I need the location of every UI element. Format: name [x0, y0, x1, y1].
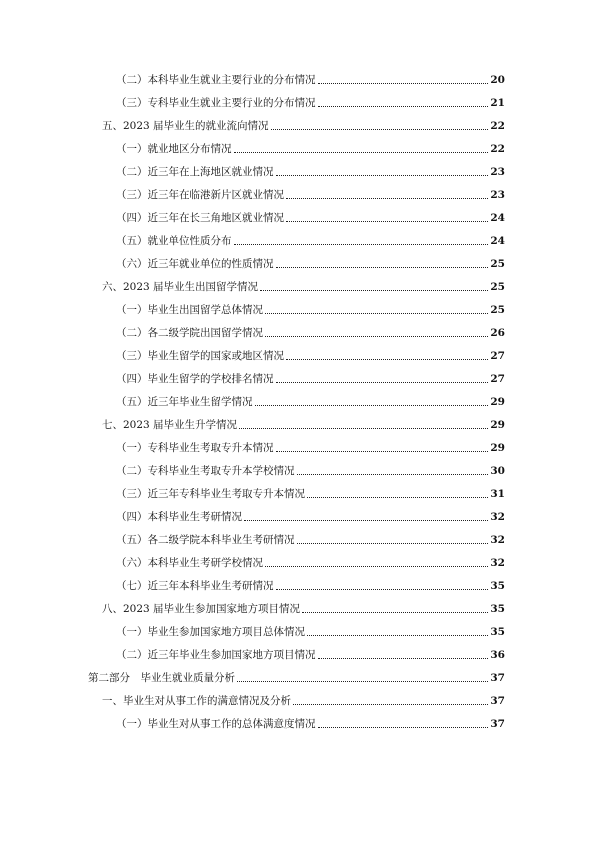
dot-leader: [244, 520, 488, 521]
dot-leader: [318, 83, 489, 84]
toc-entry-page: 35: [490, 580, 505, 592]
toc-entry-page: 35: [490, 626, 505, 638]
toc-entry-page: 32: [490, 534, 505, 546]
toc-entry[interactable]: [102, 600, 505, 616]
toc-entry-page: 37: [490, 718, 505, 730]
toc-entry-title: （二）本科毕业生就业主要行业的分布情况: [116, 74, 316, 86]
dot-leader: [265, 336, 488, 337]
toc-entry-page: 23: [490, 166, 505, 178]
toc-entry[interactable]: [88, 669, 505, 685]
toc-entry-title: 第二部分 毕业生就业质量分析: [88, 672, 235, 684]
dot-leader: [297, 543, 489, 544]
dot-leader: [302, 612, 488, 613]
toc-entry-title: （四）毕业生留学的学校排名情况: [116, 373, 274, 385]
toc-entry-page: 27: [490, 350, 505, 362]
toc-entry-page: 29: [490, 396, 505, 408]
dot-leader: [271, 129, 489, 130]
toc-entry-title: （三）近三年在临港新片区就业情况: [116, 189, 284, 201]
toc-entry-title: （三）毕业生留学的国家或地区情况: [116, 350, 284, 362]
toc-entry[interactable]: [116, 232, 505, 248]
dot-leader: [276, 589, 489, 590]
dot-leader: [276, 451, 489, 452]
dot-leader: [286, 198, 488, 199]
toc-entry[interactable]: [116, 324, 505, 340]
toc-entry[interactable]: [116, 439, 505, 455]
toc-entry-title: （七）近三年本科毕业生考研情况: [116, 580, 274, 592]
toc-entry[interactable]: [116, 646, 505, 662]
dot-leader: [239, 428, 488, 429]
dot-leader: [286, 221, 488, 222]
dot-leader: [276, 382, 489, 383]
dot-leader: [265, 313, 488, 314]
dot-leader: [276, 175, 489, 176]
toc-entry-title: （一）毕业生对从事工作的总体满意度情况: [116, 718, 316, 730]
toc-entry-title: 六、2023 届毕业生出国留学情况: [102, 281, 259, 293]
toc-entry-title: （二）各二级学院出国留学情况: [116, 327, 263, 339]
toc-entry-page: 32: [490, 511, 505, 523]
dot-leader: [297, 474, 489, 475]
toc-entry-title: （六）近三年就业单位的性质情况: [116, 258, 274, 270]
toc-entry-page: 23: [490, 189, 505, 201]
toc-entry[interactable]: [116, 301, 505, 317]
toc-entry[interactable]: [116, 485, 505, 501]
toc-entry-page: 37: [490, 672, 505, 684]
toc-entry-page: 35: [490, 603, 505, 615]
toc-entry[interactable]: [116, 209, 505, 225]
toc-entry-page: 21: [490, 97, 505, 109]
toc-entry[interactable]: [116, 554, 505, 570]
toc-entry[interactable]: [102, 278, 505, 294]
toc-entry[interactable]: [116, 255, 505, 271]
toc-entry-title: 八、2023 届毕业生参加国家地方项目情况: [102, 603, 301, 615]
toc-entry[interactable]: [116, 623, 505, 639]
toc-entry-page: 36: [490, 649, 505, 661]
toc-entry[interactable]: [102, 117, 505, 133]
dot-leader: [234, 244, 489, 245]
toc-entry-page: 25: [490, 281, 505, 293]
dot-leader: [307, 635, 488, 636]
toc-entry[interactable]: [116, 186, 505, 202]
toc-entry-page: 37: [490, 695, 505, 707]
dot-leader: [293, 704, 488, 705]
toc-entry-page: 22: [490, 120, 505, 132]
toc-entry-page: 24: [490, 235, 505, 247]
toc-entry[interactable]: [102, 692, 505, 708]
toc-entry[interactable]: [116, 140, 505, 156]
toc-entry-title: （一）毕业生出国留学总体情况: [116, 304, 263, 316]
toc-entry-page: 25: [490, 258, 505, 270]
dot-leader: [307, 497, 488, 498]
toc-entry-title: （二）近三年毕业生参加国家地方项目情况: [116, 649, 316, 661]
toc-entry[interactable]: [116, 393, 505, 409]
toc-entry-page: 27: [490, 373, 505, 385]
toc-entry[interactable]: [116, 347, 505, 363]
toc-entry-title: （四）近三年在长三角地区就业情况: [116, 212, 284, 224]
dot-leader: [318, 658, 489, 659]
toc-entry[interactable]: [116, 508, 505, 524]
toc-entry-page: 20: [490, 74, 505, 86]
toc-entry-title: （六）本科毕业生考研学校情况: [116, 557, 263, 569]
toc-entry-title: （五）就业单位性质分布: [116, 235, 232, 247]
dot-leader: [318, 106, 489, 107]
toc-entry-page: 26: [490, 327, 505, 339]
toc-entry[interactable]: [116, 94, 505, 110]
toc-entry-title: （五）各二级学院本科毕业生考研情况: [116, 534, 295, 546]
toc-entry-page: 30: [490, 465, 505, 477]
dot-leader: [234, 152, 489, 153]
toc-entry-title: 七、2023 届毕业生升学情况: [102, 419, 238, 431]
dot-leader: [265, 566, 488, 567]
toc-entry-title: 一、毕业生对从事工作的满意情况及分析: [102, 695, 291, 707]
dot-leader: [255, 405, 489, 406]
toc-entry-title: （一）就业地区分布情况: [116, 143, 232, 155]
toc-entry-page: 31: [490, 488, 505, 500]
dot-leader: [260, 290, 488, 291]
toc-entry-page: 22: [490, 143, 505, 155]
toc-entry-page: 24: [490, 212, 505, 224]
dot-leader: [318, 727, 489, 728]
toc-entry[interactable]: [116, 462, 505, 478]
toc-entry-title: （五）近三年毕业生留学情况: [116, 396, 253, 408]
toc-entry[interactable]: [116, 370, 505, 386]
toc-entry-page: 29: [490, 442, 505, 454]
toc-entry[interactable]: [116, 163, 505, 179]
toc-entry-title: （一）毕业生参加国家地方项目总体情况: [116, 626, 305, 638]
toc-entry-title: （四）本科毕业生考研情况: [116, 511, 242, 523]
toc-entry-title: （三）专科毕业生就业主要行业的分布情况: [116, 97, 316, 109]
toc-entry-title: （二）专科毕业生考取专升本学校情况: [116, 465, 295, 477]
toc-entry[interactable]: [116, 531, 505, 547]
toc-entry-page: 29: [490, 419, 505, 431]
toc-entry[interactable]: [116, 71, 505, 87]
toc-entry-title: （三）近三年专科毕业生考取专升本情况: [116, 488, 305, 500]
toc-entry-page: 25: [490, 304, 505, 316]
dot-leader: [237, 681, 488, 682]
toc-entry-title: （二）近三年在上海地区就业情况: [116, 166, 274, 178]
dot-leader: [276, 267, 489, 268]
toc-entry[interactable]: [116, 577, 505, 593]
toc-entry-page: 32: [490, 557, 505, 569]
toc-entry-title: （一）专科毕业生考取专升本情况: [116, 442, 274, 454]
toc-entry[interactable]: [102, 416, 505, 432]
toc-entry[interactable]: [116, 715, 505, 731]
dot-leader: [286, 359, 488, 360]
toc-entry-title: 五、2023 届毕业生的就业流向情况: [102, 120, 269, 132]
